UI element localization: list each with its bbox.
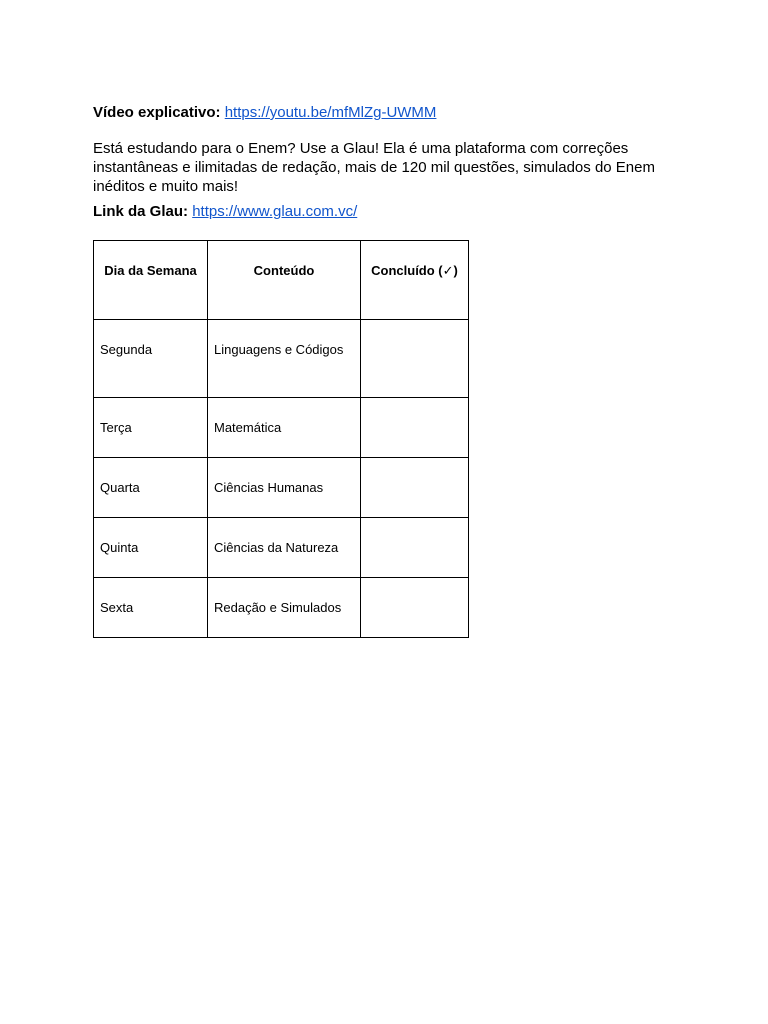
cell-content: Matemática [208, 398, 361, 458]
table-header-row [94, 241, 469, 320]
glau-line [93, 202, 357, 221]
video-line [93, 103, 436, 122]
cell-content: Ciências Humanas [208, 458, 361, 518]
intro-paragraph: Está estudando para o Enem? Use a Glau! Ela é uma plataforma com correções instantâneas e ilimitadas de redação, mais de 120 mil questões, simulados do Enem inéditos e muito mais! [93, 140, 655, 195]
study-schedule-table [93, 240, 469, 638]
header-day: Dia da Semana [94, 241, 208, 320]
cell-day: Terça [94, 398, 208, 458]
cell-content: Linguagens e Códigos [208, 320, 361, 398]
cell-done[interactable] [361, 320, 469, 398]
video-link[interactable]: https://youtu.be/mfMlZg-UWMM [224, 104, 437, 121]
cell-done[interactable] [361, 578, 469, 638]
header-done: Concluído (✓) [361, 241, 469, 320]
glau-label: Link da Glau: [93, 203, 189, 220]
header-content: Conteúdo [208, 241, 361, 320]
cell-done[interactable] [361, 458, 469, 518]
cell-done[interactable] [361, 518, 469, 578]
table-row [94, 518, 469, 578]
table-row [94, 320, 469, 398]
cell-done[interactable] [361, 398, 469, 458]
cell-content: Ciências da Natureza [208, 518, 361, 578]
cell-content: Redação e Simulados [208, 578, 361, 638]
cell-day: Quarta [94, 458, 208, 518]
table-row [94, 458, 469, 518]
glau-link[interactable]: https://www.glau.com.vc/ [192, 203, 358, 220]
video-label: Vídeo explicativo: [93, 104, 221, 121]
cell-day: Segunda [94, 320, 208, 398]
table-row [94, 578, 469, 638]
cell-day: Sexta [94, 578, 208, 638]
table-row [94, 398, 469, 458]
cell-day: Quinta [94, 518, 208, 578]
